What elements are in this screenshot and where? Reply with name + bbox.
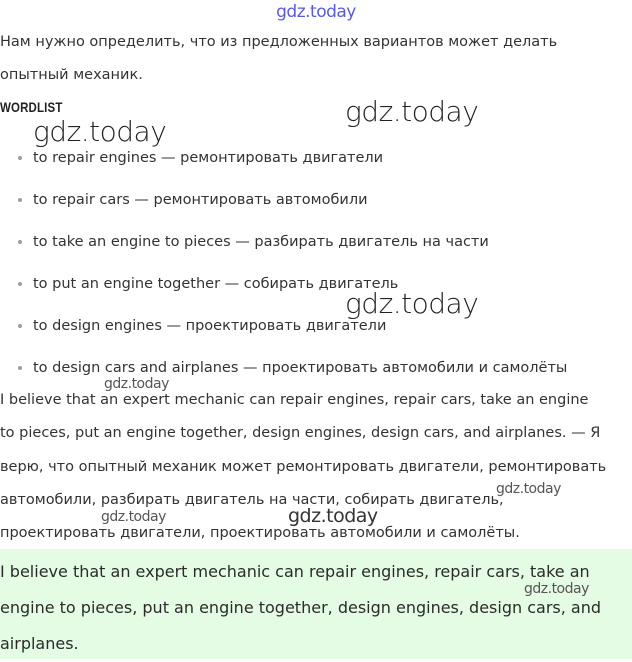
header-watermark: gdz.today	[276, 2, 356, 22]
paragraph-line: верю, что опытный механик может ремонтировать двигатели, ремонтировать	[0, 458, 607, 475]
watermark: gdz.today	[101, 509, 166, 525]
wordlist-item	[0, 305, 567, 347]
paragraph-line: I believe that an expert mechanic can repair engines, repair cars, take an engine	[0, 392, 589, 408]
intro-line: Нам нужно определить, что из предложенных вариантов может делать	[0, 34, 558, 50]
bullet-icon	[18, 324, 22, 328]
wordlist-item	[0, 137, 567, 179]
bullet-icon	[18, 282, 22, 286]
watermark: gdz.today	[345, 287, 479, 320]
bullet-icon	[18, 156, 22, 160]
wordlist-item-text: to put an engine together — собирать двигатель	[33, 276, 399, 292]
bullet-icon	[18, 198, 22, 202]
bullet-icon	[18, 366, 22, 370]
bullet-icon	[18, 240, 22, 244]
answer-line: airplanes.	[0, 634, 79, 653]
watermark: gdz.today	[524, 581, 589, 597]
paragraph-line: to pieces, put an engine together, design engines, design cars, and airplanes. — Я	[0, 425, 601, 442]
watermark: gdz.today	[33, 115, 167, 148]
watermark: gdz.today	[496, 481, 561, 497]
answer-line: engine to pieces, put an engine together, design engines, design cars, and	[0, 598, 602, 617]
intro-line: опытный механик.	[0, 67, 143, 83]
wordlist-heading: WORDLIST	[0, 99, 63, 115]
wordlist-item	[0, 347, 567, 389]
paragraph-line: автомобили, разбирать двигатель на части, собирать двигатель,	[0, 491, 504, 508]
watermark: gdz.today	[104, 376, 169, 392]
answer-text	[0, 554, 628, 662]
wordlist-item	[0, 179, 567, 221]
watermark: gdz.today	[288, 505, 378, 527]
wordlist-item-text: to take an engine to pieces — разбирать двигатель на части	[33, 234, 489, 250]
wordlist-item	[0, 263, 567, 305]
wordlist-item-text: to design engines — проектировать двигатели	[33, 318, 387, 334]
wordlist-item	[0, 221, 567, 263]
wordlist-item-text: to repair cars — ремонтировать автомобили	[33, 192, 368, 208]
answer-box	[0, 549, 632, 659]
intro-paragraph	[0, 26, 600, 92]
watermark: gdz.today	[345, 95, 479, 128]
paragraph-line: проектировать двигатели, проектировать автомобили и самолёты.	[0, 525, 520, 542]
explanation-paragraph	[0, 384, 628, 550]
wordlist-item-text: to design cars and airplanes — проектировать автомобили и самолёты	[33, 360, 568, 376]
wordlist	[0, 137, 567, 389]
answer-line: I believe that an expert mechanic can repair engines, repair cars, take an	[0, 562, 590, 581]
wordlist-item-text: to repair engines — ремонтировать двигатели	[33, 150, 384, 166]
